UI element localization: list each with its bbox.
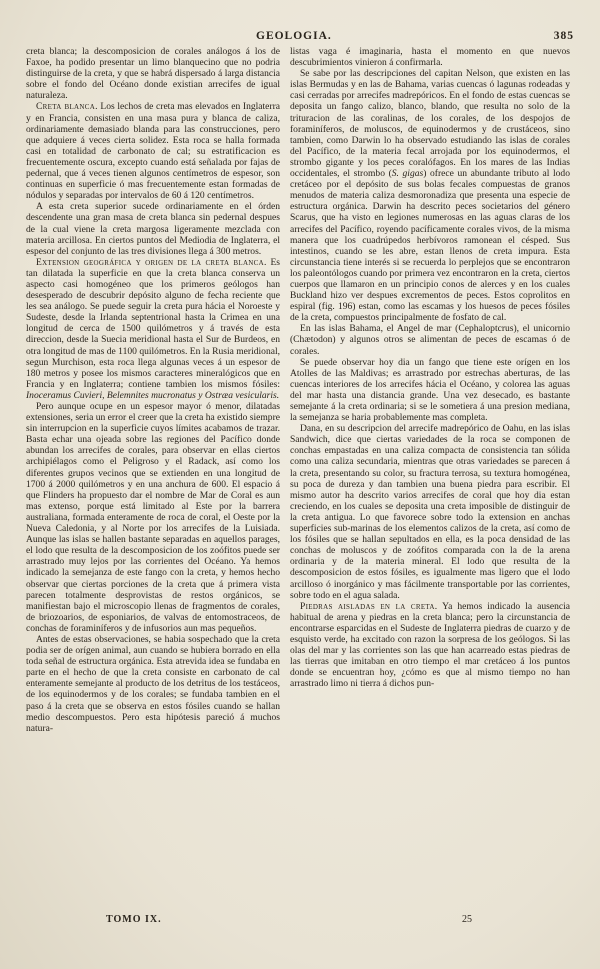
paragraph-text: listas vaga é imaginaria, hasta el momento en que nuevos descubrimientos vinieron á confirmarla.	[290, 46, 570, 69]
paragraph	[290, 423, 570, 601]
paragraph-text: creta blanca; la descomposicion de corales análogos á los de Faxoe, ha podido presentar un limo blanquecino que no podria distinguirse de la creta, y que se habrá dispersado á larga distancia sobre el fondo del Océano donde existian arrecifes de igual naturaleza.	[26, 46, 280, 102]
paragraph	[290, 323, 570, 356]
paragraph	[26, 201, 280, 256]
right-column	[290, 46, 570, 916]
species-name: S. gigas	[391, 168, 424, 180]
paragraph	[290, 357, 570, 424]
left-column	[26, 46, 280, 916]
paragraph-text: En las islas Bahama, el Angel de mar (Cephaloptcrus), el unicornio (Chætodon) y algunos otros se alimentan de peces de escamas ó de corales.	[290, 323, 570, 357]
paragraph	[26, 401, 280, 634]
paragraph-text: Es tan dilatada la superficie en que la creta blanca conserva un aspecto casi homogéneo que los primeros geólogos han desesperado de descubrir depósito alguno de fecha reciente que les sea análogo. Se puede seguir la creta pura hácia el Noroeste y Sudeste, desde la Irlanda septentrional hasta la Crimea en una longitud de cerca de 1500 quilómetros y á través de esta direccion, desde la Suecia meridional hasta el Sur de Burdeos, en otra longitud de mas de 1100 quilómetros. En la Rusia meridional, segun Murchison, esta roca llega algunas veces á un espesor de 180 metros y posee los mismos caracteres mineralógicos que en Francia y en Inglaterra; contiene tambien los mismos fósiles:	[26, 256, 280, 390]
paragraph-text: Se sabe por las descripciones del capitan Nelson, que existen en las islas Bermudas y en las de Bahama, varias cuencas ó lagunas rodeadas y casi cerradas por arrecifes madrepóricos. En el fondo de estas cuencas se deposita un fango calizo, blanco, blando, que resulta no solo de la trituracion de las coralinas, de los corales, de los despojos de foraminíferos, de moluscos, de equinodermos y de crustáceos, sino tambien, como Darwin lo ha observado estudiando las islas de corales del Pacífico, de la materia fecal arrojada por los equinodermos, el strombo gigante y los peces coralófagos. En los mares de las Indias occidentales, el strombo (	[290, 68, 570, 180]
section-heading: Extension geográfica y origen de la creta blanca.	[36, 256, 267, 268]
paragraph	[290, 68, 570, 323]
section-heading: Piedras aisladas en la creta.	[300, 600, 438, 612]
running-header	[28, 30, 574, 44]
paragraph	[26, 101, 280, 201]
paragraph-text: Se puede observar hoy dia un fango que tiene este orígen en los Atolles de las Maldivas; es arrastrado por estrechas aberturas, de las cuencas interiores de los arrecifes hácia el Océano, y colorea las aguas del mar hasta una distancia grande. Una vez desecado, es bastante semejante á la creta ordinaria; si se le sometiera á una presion mediana, la semejanza se haria probablemente mas completa.	[290, 356, 570, 424]
running-title: GEOLOGIA.	[256, 30, 332, 42]
page-footer	[26, 914, 574, 928]
paragraph-text: Ya hemos indicado la ausencia habitual de arena y piedras en la creta blanca; pero la circunstancia de encontrarse esparcidas en el Sudeste de Inglaterra piedras de cuarzo y de esquisto verde, ha excitado con razon la sorpresa de los geólogos. Si las olas del mar y las corrientes son las que han acarreado estas piedras de las tierras que imitaban en otro tiempo el mar cretáceo á los puntos donde se encuentran hoy, ¿cómo es que al mismo tiempo no han arrastrado limo ni tierra á dichos pun-	[290, 600, 570, 690]
paragraph-text: A esta creta superior sucede ordinariamente en el órden descendente una gran masa de creta blanca sin pedernal despues de la cual viene la creta margosa ligeramente mezclada con materia arcillosa. En ciertos puntos del Mediodia de Inglaterra, el espesor del conjunto de las tres divisiones llega á 300 metros.	[26, 201, 280, 257]
paragraph-text: Los lechos de creta mas elevados en Inglaterra y en Francia, consisten en una masa pura y blanca de caliza, ordinariamente demasiado blanda para las construcciones, pero que adquiere á veces cierta solidez. Esta roca se halla formada casi en totalidad de carbonato de cal; su estratificacion es frecuentemente oscura, excepto cuando está señalada por fajas de pedernal, que á veces tienen algunos centímetros de espesor, son continuas en superficie ó mas frecuentemente estan formadas de nódulos y separadas por intervalos de 60 á 120 centímetros.	[26, 101, 280, 202]
section-heading: Creta blanca.	[36, 101, 98, 113]
paragraph-text: Pero aunque ocupe en un espesor mayor ó menor, dilatadas extensiones, seria un error el creer que la creta ha existido siempre sin interrupcion en la superficie cuyos límites acabamos de trazar. Basta echar una ojeada sobre las regiones del Pacífico donde abundan los arrecifes de corales, para observar en ellas ciertos archipiélagos como el Peligroso y el Radack, así como los diferentes grupos vecinos que se extienden en una longitud de 1700 á 2000 quilómetros y en una anchura de 600. El espacio á que Flinders ha propuesto dar el nombre de Mar de Coral es aun mas extenso, porque está limitado al Este por la barrera australiana, formada enteramente de roca de coral, el Oeste por la Nueva Caledonia, y al Norte por los arrecifes de la Luisiada. Aunque las islas se hallen bastante separadas en aquellos parages, el lodo que resulta de la descomposicion de los zoófitos puede ser arrastrado muy lejos por las corrientes del Océano. Ya hemos indicado la semejanza de este fango con la creta, y hemos hecho observar que ciertas porciones de la creta que á primera vista parecen totalmente desprovistas de restos orgánicos, se manifiestan bajo el microscopio llenas de fragmentos de corales, de briozoarios, de esponiarios, de valvas de entomostraceos, de conchas de foraminíferos y de infusorios aun mas pequeños.	[26, 401, 280, 634]
page-number: 385	[553, 30, 574, 42]
paragraph	[290, 601, 570, 690]
volume-label: TOMO IX.	[106, 914, 162, 925]
paragraph	[26, 634, 280, 734]
paragraph-text: Antes de estas observaciones, se habia sospechado que la creta podia ser de orígen animal, aun cuando se hubiera borrado en ella toda señal de estructura orgánica. Esta atrevida idea se fundaba en parte en el hecho de que la creta consiste en carbonato de cal enteramente semejante al producto de los detritus de los testáceos, de los equinodermos y de los corales; se fundaba tambien en el paso á la creta que se observa en estos fósiles cuando se hallan medio descompuestos. Pero esta hipótesis pareció á muchos natura-	[26, 633, 280, 734]
paragraph	[26, 257, 280, 401]
paragraph-text: ) ofrece un abundante tributo al lodo cretáceo por el depósito de sus bolas fecales compuestas de granos menudos de materia caliza desmoronadiza que presenta una especie de estructura orgánica. Darwin ha descrito peces societarios del género Scarus, que ha visto en legiones numerosas en las aguas claras de los arrecifes del Pacífico, royendo pacíficamente corales vivos, de la misma manera que los cuadrúpedos herbívoros ramonean el césped. Sus intestinos, cuando se les abre, estan llenos de creta impura. Esta circunstancia tiene interés si se recuerda lo perplejos que se encontraron los paleontólogos cuando por primera vez encontraron en la creta, ciertos cuerpos que llamaron en un principio conos de alerces y en los cuales Buckland hizo ver despues excrementos de peces. Estos coprolitos en espiral (fig. 196) estan, como las escamas y los huesos de peces fósiles de la creta, compuestos principalmente de fosfato de cal.	[290, 168, 570, 324]
paragraph-text: Dana, en su descripcion del arrecife madrepórico de Oahu, en las islas Sandwich, dice que ciertas variedades de la roca se componen de conchas empastadas en una caliza compacta de consistencia tan sólida como una caliza secundaria, mientras que otras variedades se parecen á la creta, presentando su color, su fractura terrosa, su textura homogénea, su poca de dureza y dan tambien una buena piedra para escribir. El mismo autor ha descrito varios arrecifes de coral que hoy dia estan creciendo, en los cuales se deposita una creta imposible de distinguir de la creta antigua. Lo que favorece sobre todo la extension en anchas superficies sub-marinas de los elementos calizos de la creta, así como de los fósiles que se hallan sepultados en ella, es la poca densidad de las conchas de moluscos y de zoófitos comparada con la de la arena ordinaria y de la materia mineral. El lodo que resulta de la descomposicion de estos fósiles, es igualmente mas ligero que el lodo arcilloso ó inorgánico y mas fácilmente transportable por las corrientes, sobre todo en el agua salada.	[290, 423, 570, 601]
paragraph	[26, 46, 280, 101]
paragraph	[290, 46, 570, 68]
signature-mark: 25	[462, 914, 472, 925]
fossil-names: Inoceramus Cuvieri, Belemnites mucronatus y Ostræa vesicularis.	[26, 389, 280, 401]
